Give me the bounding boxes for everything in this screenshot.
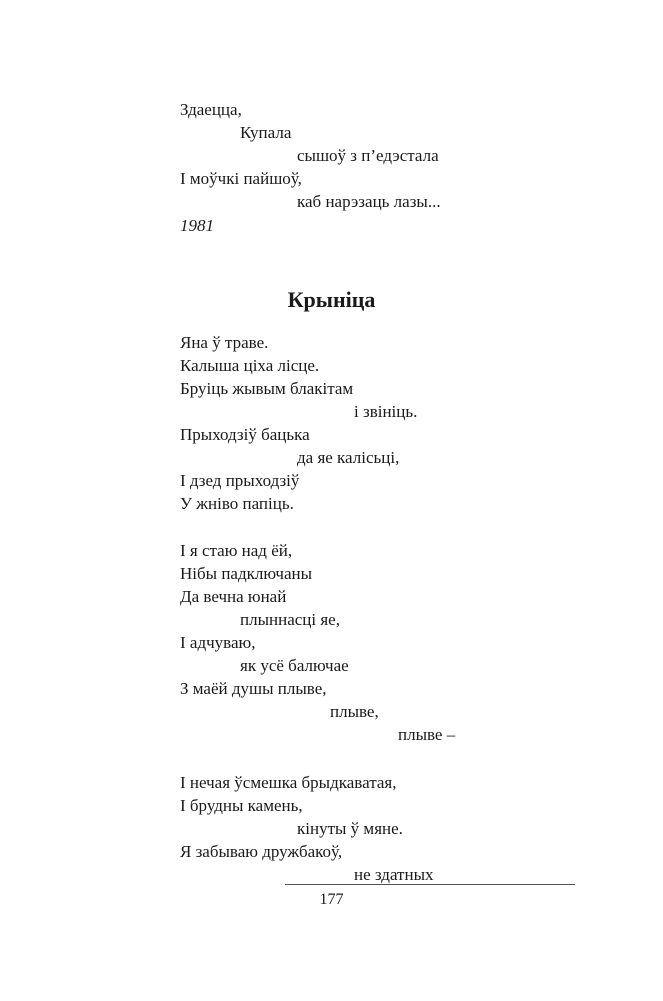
poem-line: Я забываю дружбакоў,: [180, 842, 343, 861]
poem-line: З маёй душы плыве,: [180, 679, 327, 698]
poem-line: кінуты ў мяне.: [297, 819, 403, 838]
poem-line: Купала: [240, 123, 292, 142]
poem-line: Здаецца,: [180, 100, 242, 119]
poem-line: Калыша ціха лісце.: [180, 356, 320, 375]
poem-line: не здатных: [354, 865, 434, 884]
poem-line: як усё балючае: [240, 656, 349, 675]
poem-line: Бруіць жывым блакітам: [180, 379, 354, 398]
poem-line: І дзед прыходзіў: [180, 471, 300, 490]
poem-line: Яна ў траве.: [180, 333, 269, 352]
poem-year: 1981: [180, 216, 214, 235]
poem-line: І адчуваю,: [180, 633, 256, 652]
poem-line: Нібы падключаны: [180, 564, 313, 583]
footer-rule: [285, 884, 575, 885]
poem-title: Крыніца: [287, 287, 376, 312]
poem-line: сышоў з п’едэстала: [297, 146, 439, 165]
poem-line: І моўчкі пайшоў,: [180, 169, 302, 188]
poem-line: і звініць.: [354, 402, 418, 421]
poem-line: І брудны камень,: [180, 796, 303, 815]
poem-line: Да вечна юнай: [180, 587, 287, 606]
poem-line: каб нарэзаць лазы...: [297, 192, 441, 211]
poem-line: І нечая ўсмешка брыдкаватая,: [180, 773, 397, 792]
page-number: 177: [319, 891, 344, 908]
poem-line: плыве –: [398, 725, 456, 744]
poem-line: плыннасці яе,: [240, 610, 340, 629]
poem-line: І я стаю над ёй,: [180, 541, 293, 560]
poem-line: да яе калісьці,: [297, 448, 400, 467]
poem-line: Прыходзіў бацька: [180, 425, 310, 444]
poem-line: плыве,: [330, 702, 379, 721]
poem-line: У жніво папіць.: [180, 494, 294, 513]
